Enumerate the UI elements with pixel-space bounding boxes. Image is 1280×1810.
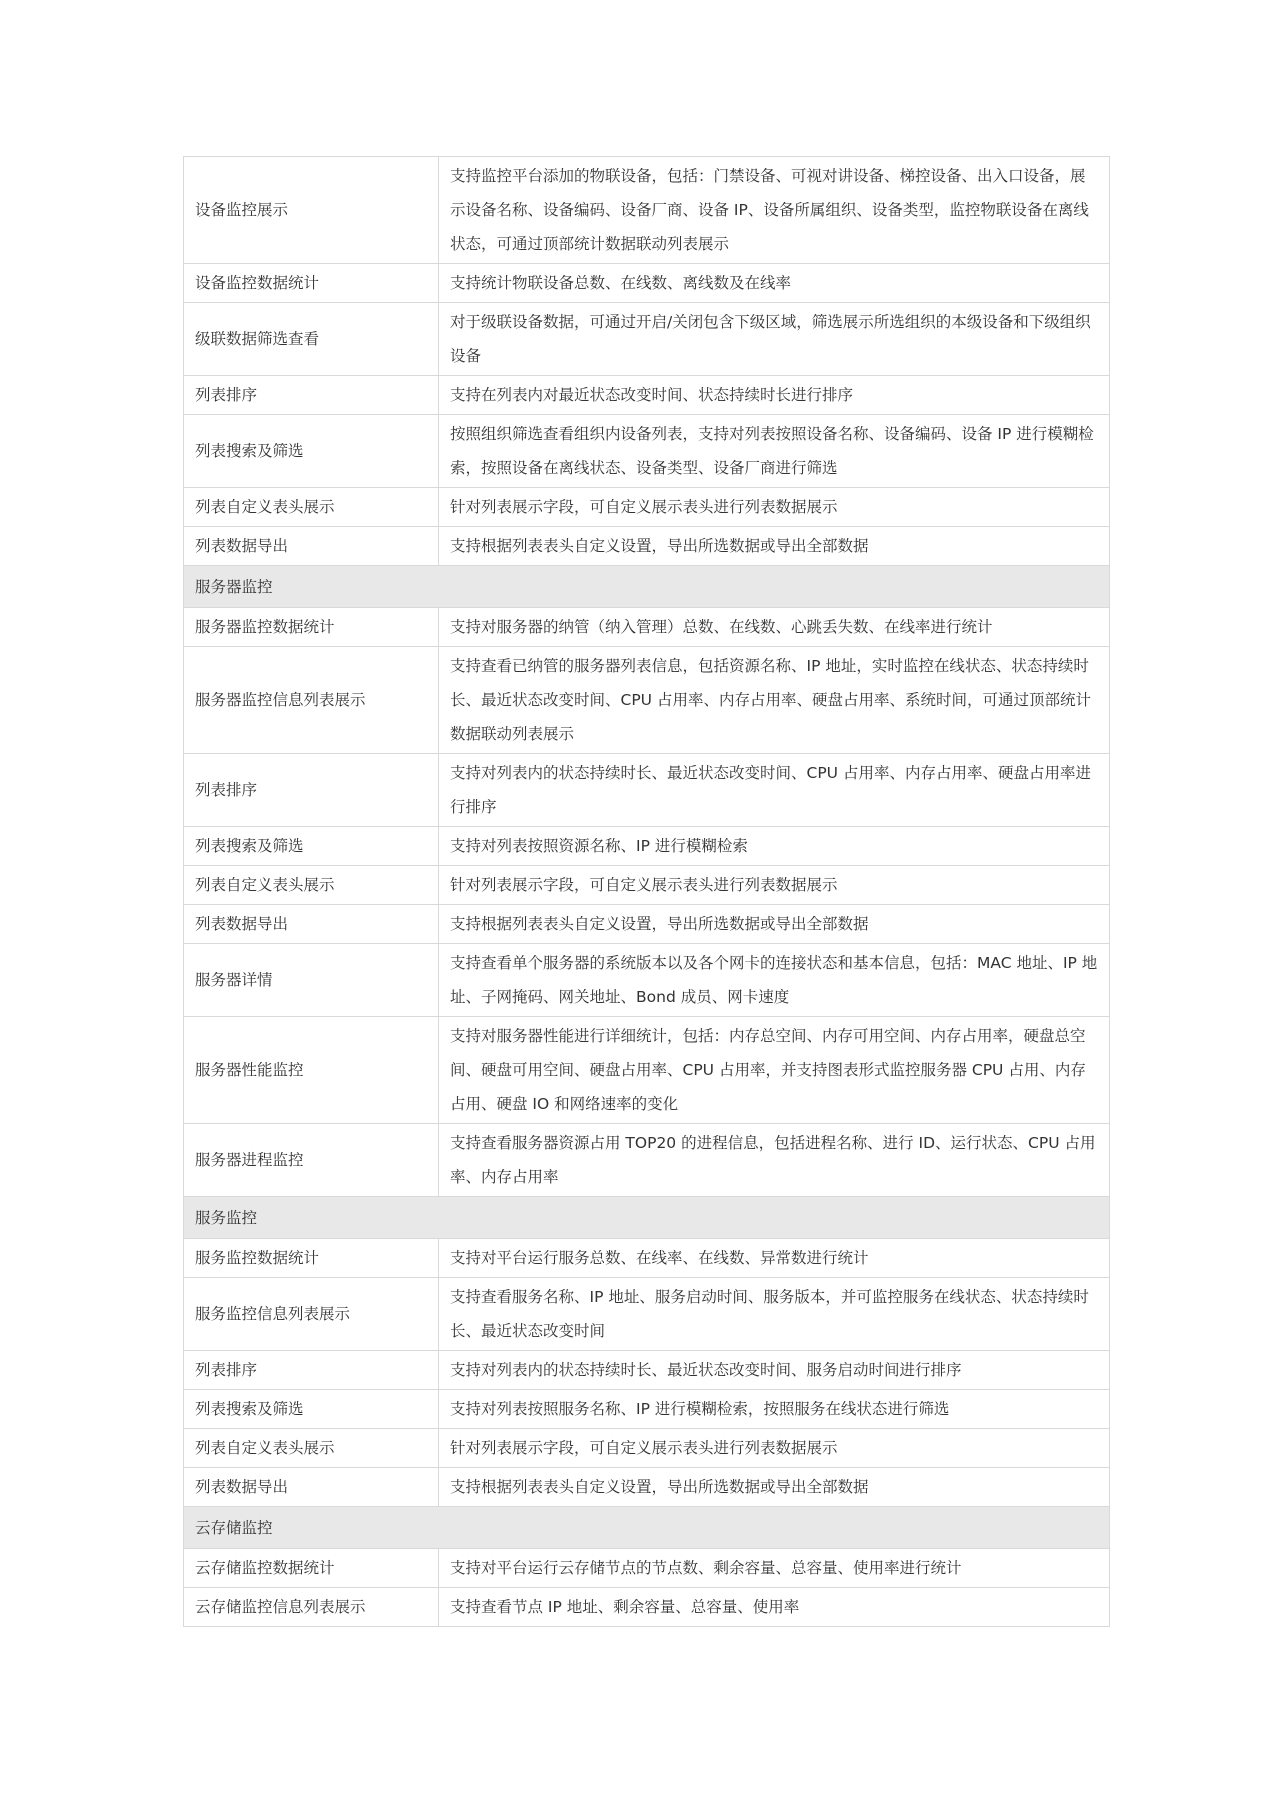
feature-name-cell: 列表自定义表头展示: [184, 866, 439, 905]
feature-name-cell: 服务器监控信息列表展示: [184, 647, 439, 754]
feature-name-cell: 设备监控数据统计: [184, 264, 439, 303]
feature-description-cell: 针对列表展示字段，可自定义展示表头进行列表数据展示: [439, 488, 1110, 527]
feature-name-cell: 云存储监控信息列表展示: [184, 1588, 439, 1627]
table-row: [184, 1278, 1110, 1351]
table-row: [184, 1429, 1110, 1468]
feature-name-cell: 服务器进程监控: [184, 1124, 439, 1197]
feature-name-cell: 列表自定义表头展示: [184, 1429, 439, 1468]
feature-description-cell: 支持对服务器性能进行详细统计，包括：内存总空间、内存可用空间、内存占用率，硬盘总空间、硬盘可用空间、硬盘占用率、CPU 占用率，并支持图表形式监控服务器 CPU 占用、内存占用、硬盘 IO 和网络速率的变化: [439, 1017, 1110, 1124]
feature-description-cell: 支持对平台运行服务总数、在线率、在线数、异常数进行统计: [439, 1239, 1110, 1278]
feature-name-cell: 列表搜索及筛选: [184, 415, 439, 488]
table-row: [184, 647, 1110, 754]
feature-name-cell: 列表数据导出: [184, 527, 439, 566]
feature-name-cell: 列表搜索及筛选: [184, 827, 439, 866]
feature-description-cell: 支持查看节点 IP 地址、剩余容量、总容量、使用率: [439, 1588, 1110, 1627]
feature-description-cell: 针对列表展示字段，可自定义展示表头进行列表数据展示: [439, 866, 1110, 905]
feature-description-cell: 支持在列表内对最近状态改变时间、状态持续时长进行排序: [439, 376, 1110, 415]
feature-description-cell: 支持查看服务器资源占用 TOP20 的进程信息，包括进程名称、进行 ID、运行状态、CPU 占用率、内存占用率: [439, 1124, 1110, 1197]
feature-name-cell: 云存储监控数据统计: [184, 1549, 439, 1588]
feature-name-cell: 服务器性能监控: [184, 1017, 439, 1124]
feature-description-cell: 支持根据列表表头自定义设置，导出所选数据或导出全部数据: [439, 527, 1110, 566]
feature-name-cell: 列表自定义表头展示: [184, 488, 439, 527]
feature-description-cell: 支持监控平台添加的物联设备，包括：门禁设备、可视对讲设备、梯控设备、出入口设备，展示设备名称、设备编码、设备厂商、设备 IP、设备所属组织、设备类型，监控物联设备在离线状态，可通过顶部统计数据联动列表展示: [439, 157, 1110, 264]
section-title: 服务监控: [184, 1197, 1110, 1239]
feature-name-cell: 列表排序: [184, 1351, 439, 1390]
feature-name-cell: 服务监控数据统计: [184, 1239, 439, 1278]
table-row: [184, 827, 1110, 866]
table-row: [184, 376, 1110, 415]
table-row: [184, 527, 1110, 566]
feature-description-cell: 支持根据列表表头自定义设置，导出所选数据或导出全部数据: [439, 1468, 1110, 1507]
table-row: [184, 754, 1110, 827]
table-row: [184, 1239, 1110, 1278]
feature-name-cell: 列表排序: [184, 376, 439, 415]
table-row: [184, 264, 1110, 303]
table-row: [184, 608, 1110, 647]
feature-description-cell: 支持查看已纳管的服务器列表信息，包括资源名称、IP 地址，实时监控在线状态、状态持续时长、最近状态改变时间、CPU 占用率、内存占用率、硬盘占用率、系统时间，可通过顶部统计数据联动列表展示: [439, 647, 1110, 754]
table-row: [184, 1468, 1110, 1507]
table-row: [184, 303, 1110, 376]
table-row: [184, 415, 1110, 488]
feature-description-cell: 针对列表展示字段，可自定义展示表头进行列表数据展示: [439, 1429, 1110, 1468]
feature-name-cell: 列表数据导出: [184, 1468, 439, 1507]
section-header-row: [184, 1507, 1110, 1549]
section-title: 服务器监控: [184, 566, 1110, 608]
feature-description-cell: 支持统计物联设备总数、在线数、离线数及在线率: [439, 264, 1110, 303]
table-row: [184, 488, 1110, 527]
spec-table-body: [184, 157, 1110, 1627]
section-title: 云存储监控: [184, 1507, 1110, 1549]
feature-description-cell: 支持对列表内的状态持续时长、最近状态改变时间、CPU 占用率、内存占用率、硬盘占用率进行排序: [439, 754, 1110, 827]
table-row: [184, 1549, 1110, 1588]
feature-description-cell: 支持对列表按照服务名称、IP 进行模糊检索，按照服务在线状态进行筛选: [439, 1390, 1110, 1429]
section-header-row: [184, 1197, 1110, 1239]
table-row: [184, 1017, 1110, 1124]
table-row: [184, 1124, 1110, 1197]
feature-description-cell: 对于级联设备数据，可通过开启/关闭包含下级区域，筛选展示所选组织的本级设备和下级组织设备: [439, 303, 1110, 376]
table-row: [184, 1588, 1110, 1627]
feature-name-cell: 设备监控展示: [184, 157, 439, 264]
feature-name-cell: 列表排序: [184, 754, 439, 827]
feature-description-cell: 支持对列表按照资源名称、IP 进行模糊检索: [439, 827, 1110, 866]
feature-description-cell: 按照组织筛选查看组织内设备列表，支持对列表按照设备名称、设备编码、设备 IP 进行模糊检索，按照设备在离线状态、设备类型、设备厂商进行筛选: [439, 415, 1110, 488]
table-row: [184, 905, 1110, 944]
feature-description-cell: 支持查看服务名称、IP 地址、服务启动时间、服务版本，并可监控服务在线状态、状态持续时长、最近状态改变时间: [439, 1278, 1110, 1351]
feature-description-cell: 支持对列表内的状态持续时长、最近状态改变时间、服务启动时间进行排序: [439, 1351, 1110, 1390]
section-header-row: [184, 566, 1110, 608]
feature-description-cell: 支持查看单个服务器的系统版本以及各个网卡的连接状态和基本信息，包括：MAC 地址、IP 地址、子网掩码、网关地址、Bond 成员、网卡速度: [439, 944, 1110, 1017]
table-row: [184, 1351, 1110, 1390]
feature-description-cell: 支持根据列表表头自定义设置，导出所选数据或导出全部数据: [439, 905, 1110, 944]
feature-name-cell: 服务监控信息列表展示: [184, 1278, 439, 1351]
spec-table: [183, 156, 1110, 1627]
feature-name-cell: 列表数据导出: [184, 905, 439, 944]
feature-description-cell: 支持对平台运行云存储节点的节点数、剩余容量、总容量、使用率进行统计: [439, 1549, 1110, 1588]
table-row: [184, 944, 1110, 1017]
feature-name-cell: 列表搜索及筛选: [184, 1390, 439, 1429]
feature-description-cell: 支持对服务器的纳管（纳入管理）总数、在线数、心跳丢失数、在线率进行统计: [439, 608, 1110, 647]
table-row: [184, 866, 1110, 905]
table-row: [184, 157, 1110, 264]
feature-name-cell: 级联数据筛选查看: [184, 303, 439, 376]
feature-name-cell: 服务器详情: [184, 944, 439, 1017]
table-row: [184, 1390, 1110, 1429]
feature-name-cell: 服务器监控数据统计: [184, 608, 439, 647]
